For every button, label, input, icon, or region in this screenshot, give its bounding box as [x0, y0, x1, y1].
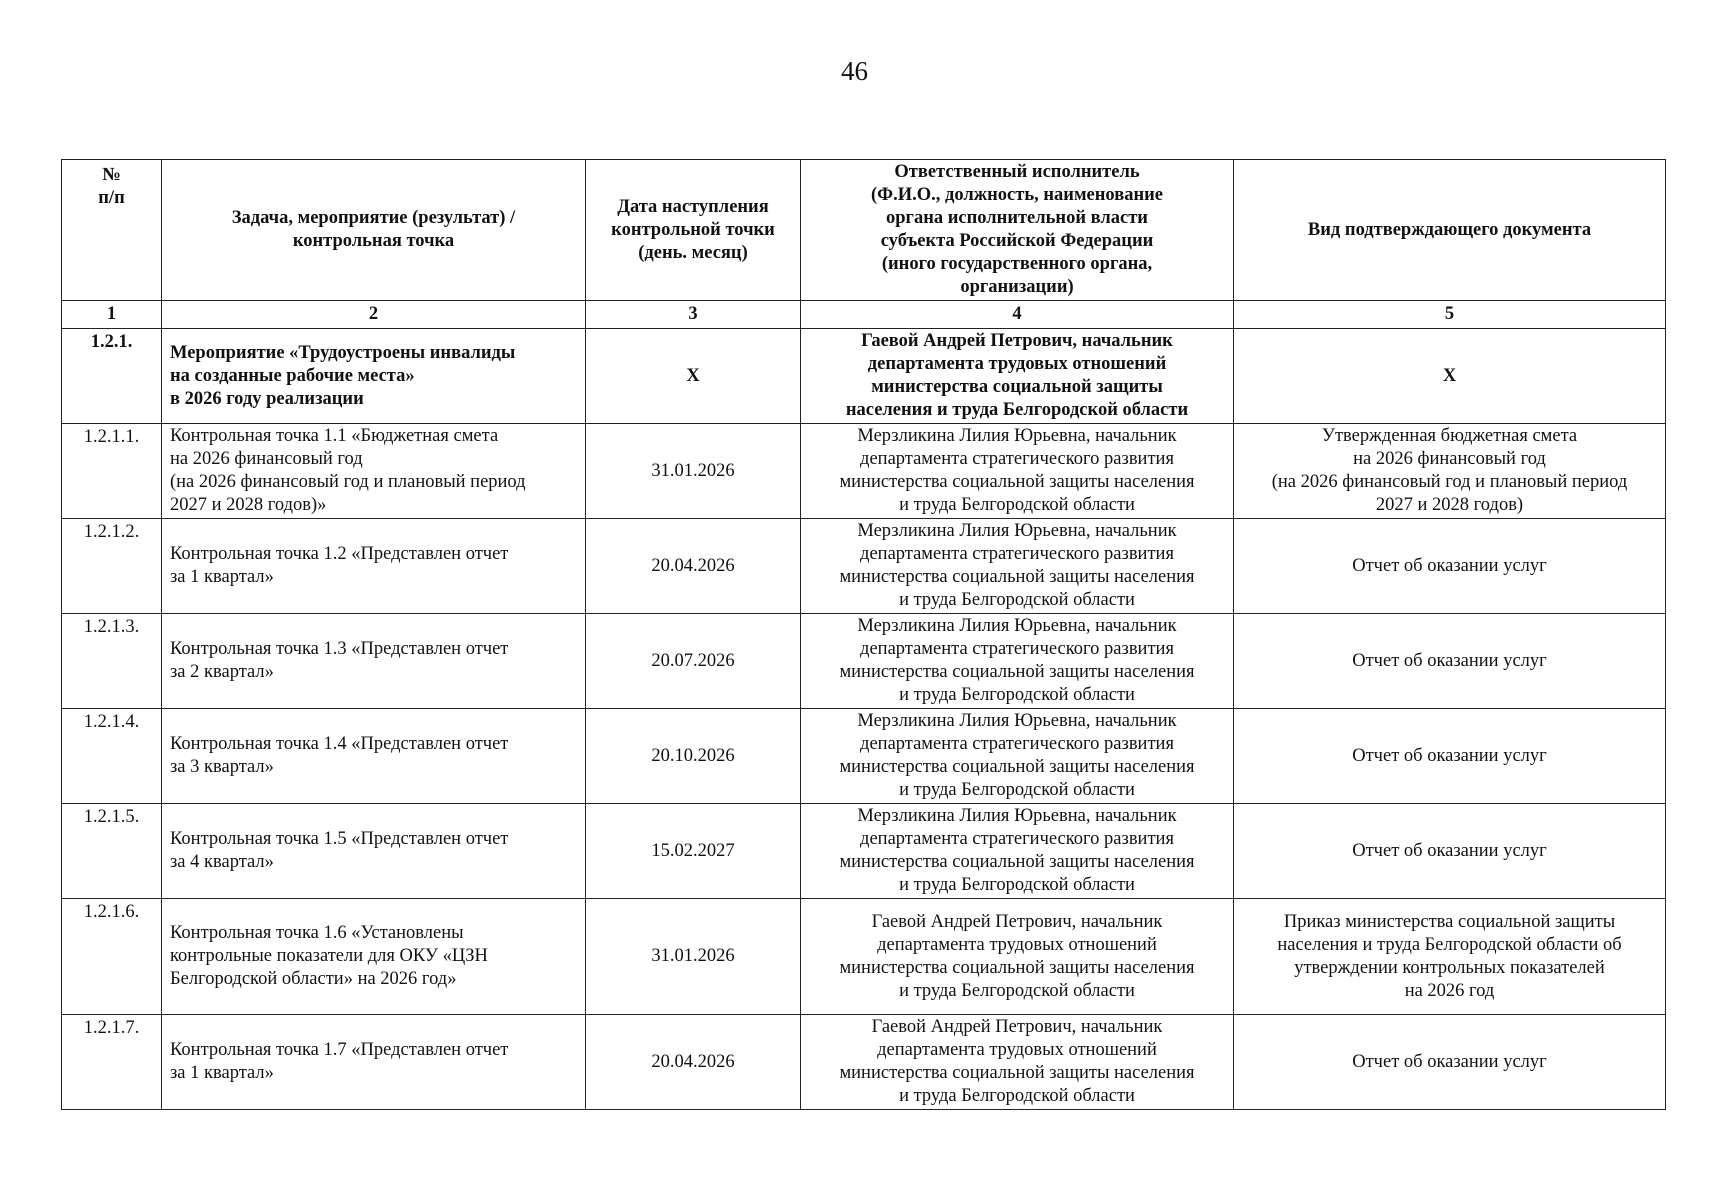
column-numbers-row: [62, 301, 1666, 329]
page-number: 46: [841, 56, 868, 86]
column-number: 5: [1234, 301, 1666, 329]
column-number: 2: [162, 301, 586, 329]
header-document: Вид подтверждающего документа: [1234, 160, 1666, 301]
row-document: Отчет об оказании услуг: [1234, 614, 1666, 709]
column-number: 1: [62, 301, 162, 329]
row-date: 20.04.2026: [586, 519, 801, 614]
row-date: 20.07.2026: [586, 614, 801, 709]
row-document: Приказ министерства социальной защиты населения и труда Белгородской области об утверждении контрольных показателей на 2026 год: [1234, 899, 1666, 1015]
table-row: [62, 424, 1666, 519]
row-document: Отчет об оказании услуг: [1234, 1015, 1666, 1110]
row-number: 1.2.1.6.: [62, 899, 162, 1015]
row-date: 20.04.2026: [586, 1015, 801, 1110]
table-row: [62, 899, 1666, 1015]
table-row: [62, 1015, 1666, 1110]
column-number: 4: [801, 301, 1234, 329]
row-date: 31.01.2026: [586, 899, 801, 1015]
row-executor: Мерзликина Лилия Юрьевна, начальник департамента стратегического развития министерства социальной защиты населения и труда Белгородской области: [801, 424, 1234, 519]
row-document: Отчет об оказании услуг: [1234, 804, 1666, 899]
row-date: X: [586, 329, 801, 424]
table-row: [62, 329, 1666, 424]
row-executor: Гаевой Андрей Петрович, начальник департамента трудовых отношений министерства социальной защиты населения и труда Белгородской области: [801, 1015, 1234, 1110]
row-task: Контрольная точка 1.1 «Бюджетная смета на 2026 финансовый год (на 2026 финансовый год и плановый период 2027 и 2028 годов)»: [162, 424, 586, 519]
row-date: 15.02.2027: [586, 804, 801, 899]
row-number: 1.2.1.7.: [62, 1015, 162, 1110]
row-document: X: [1234, 329, 1666, 424]
header-number: № п/п: [62, 160, 162, 301]
header-task: Задача, мероприятие (результат) / контрольная точка: [162, 160, 586, 301]
row-number: 1.2.1.: [62, 329, 162, 424]
row-date: 31.01.2026: [586, 424, 801, 519]
row-document: Отчет об оказании услуг: [1234, 709, 1666, 804]
row-task: Контрольная точка 1.7 «Представлен отчет за 1 квартал»: [162, 1015, 586, 1110]
row-executor: Гаевой Андрей Петрович, начальник департамента трудовых отношений министерства социальной защиты населения и труда Белгородской области: [801, 329, 1234, 424]
table-row: [62, 709, 1666, 804]
table-row: [62, 519, 1666, 614]
control-points-table: [61, 159, 1666, 1110]
row-executor: Гаевой Андрей Петрович, начальник департамента трудовых отношений министерства социальной защиты населения и труда Белгородской области: [801, 899, 1234, 1015]
table-row: [62, 804, 1666, 899]
row-document: Утвержденная бюджетная смета на 2026 финансовый год (на 2026 финансовый год и плановый период 2027 и 2028 годов): [1234, 424, 1666, 519]
row-task: Контрольная точка 1.2 «Представлен отчет за 1 квартал»: [162, 519, 586, 614]
row-number: 1.2.1.1.: [62, 424, 162, 519]
header-executor: Ответственный исполнитель (Ф.И.О., должность, наименование органа исполнительной власти субъекта Российской Федерации (иного государственного органа, организации): [801, 160, 1234, 301]
row-executor: Мерзликина Лилия Юрьевна, начальник департамента стратегического развития министерства социальной защиты населения и труда Белгородской области: [801, 709, 1234, 804]
row-task: Контрольная точка 1.4 «Представлен отчет за 3 квартал»: [162, 709, 586, 804]
row-number: 1.2.1.5.: [62, 804, 162, 899]
row-task: Контрольная точка 1.6 «Установлены контрольные показатели для ОКУ «ЦЗН Белгородской области» на 2026 год»: [162, 899, 586, 1015]
row-executor: Мерзликина Лилия Юрьевна, начальник департамента стратегического развития министерства социальной защиты населения и труда Белгородской области: [801, 804, 1234, 899]
column-number: 3: [586, 301, 801, 329]
header-date: Дата наступления контрольной точки (день. месяц): [586, 160, 801, 301]
row-date: 20.10.2026: [586, 709, 801, 804]
row-executor: Мерзликина Лилия Юрьевна, начальник департамента стратегического развития министерства социальной защиты населения и труда Белгородской области: [801, 519, 1234, 614]
table-header-row: [62, 160, 1666, 301]
row-document: Отчет об оказании услуг: [1234, 519, 1666, 614]
row-executor: Мерзликина Лилия Юрьевна, начальник департамента стратегического развития министерства социальной защиты населения и труда Белгородской области: [801, 614, 1234, 709]
row-number: 1.2.1.3.: [62, 614, 162, 709]
table-row: [62, 614, 1666, 709]
row-number: 1.2.1.4.: [62, 709, 162, 804]
row-task: Контрольная точка 1.3 «Представлен отчет за 2 квартал»: [162, 614, 586, 709]
row-number: 1.2.1.2.: [62, 519, 162, 614]
row-task: Мероприятие «Трудоустроены инвалиды на созданные рабочие места» в 2026 году реализации: [162, 329, 586, 424]
row-task: Контрольная точка 1.5 «Представлен отчет за 4 квартал»: [162, 804, 586, 899]
